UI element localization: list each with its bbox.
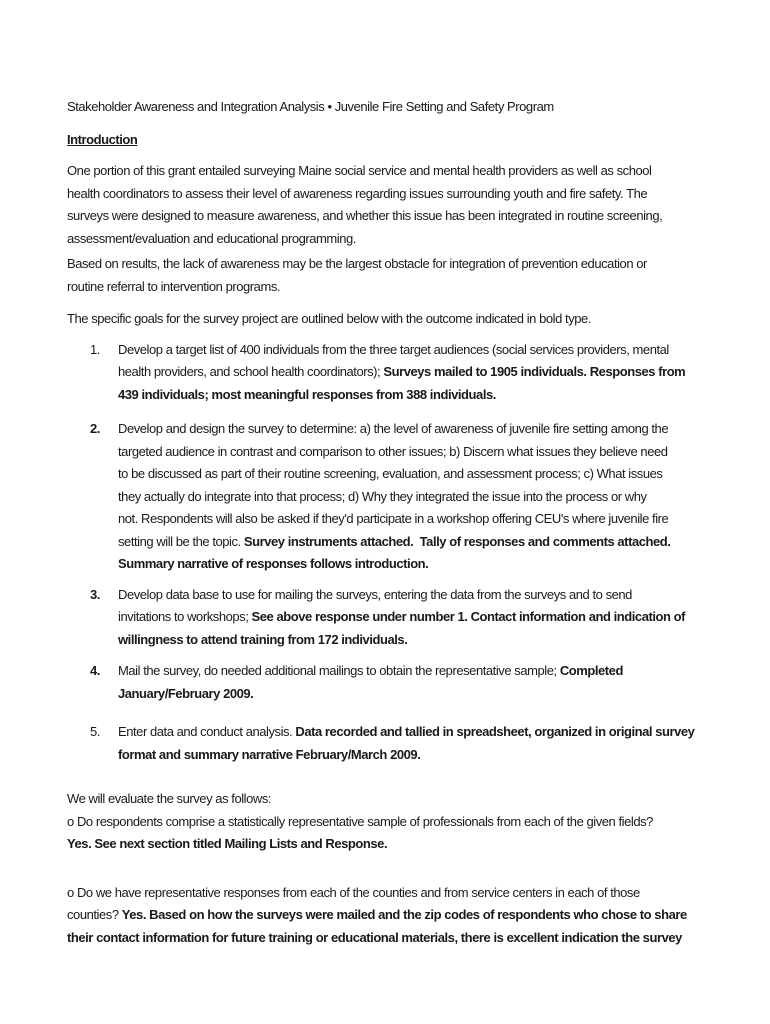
goals-list (67, 339, 752, 767)
goal-number-3: 3. (90, 586, 100, 602)
text-line (67, 228, 752, 251)
evaluation-question-2 (67, 882, 752, 950)
text-line (67, 788, 752, 811)
goal-item-4 (67, 660, 752, 705)
section-heading-introduction (67, 129, 752, 152)
text-line (118, 744, 752, 767)
text-run: One portion of this grant entailed surveying Maine social service and mental health providers as well as school (67, 163, 652, 178)
goal-number-1: 1. (90, 341, 100, 357)
text-line (118, 531, 752, 554)
bold-text-run: their contact information for future training or educational materials, there is excellent indication the survey (67, 929, 682, 945)
text-run: We will evaluate the survey as follows: (67, 791, 272, 806)
bold-text-run: Completed (559, 663, 623, 678)
bold-text-run: willingness to attend training from 172 individuals. (118, 631, 408, 647)
goal-number-4: 4. (90, 663, 100, 678)
text-line (67, 904, 752, 927)
goal-text-5 (118, 721, 752, 766)
text-line (118, 721, 752, 744)
text-line (67, 205, 752, 228)
text-run: Develop data base to use for mailing the surveys, entering the data from the surveys and to send (118, 586, 632, 602)
text-line (118, 384, 752, 407)
text-line (118, 486, 752, 509)
text-run: they actually do integrate into that process; d) Why they integrated the issue into the process or why (118, 488, 647, 504)
bold-text-run: See above response under number 1. Contact information and indication of (251, 609, 686, 624)
text-line (67, 927, 752, 950)
title-text: Stakeholder Awareness and Integration Analysis • Juvenile Fire Setting and Safety Program (67, 99, 554, 114)
text-line (118, 361, 752, 384)
intro-paragraph-1 (67, 160, 752, 250)
bold-text-run: Data recorded and tallied in spreadsheet, organized in original survey (295, 724, 695, 739)
bold-text-run: Yes. See next section titled Mailing Lists and Response. (67, 836, 388, 851)
text-run: Enter data and conduct analysis. (118, 724, 296, 739)
text-run: assessment/evaluation and educational programming. (67, 230, 356, 246)
text-line (118, 441, 752, 464)
text-run: setting will be the topic. (118, 533, 244, 549)
text-line (118, 508, 752, 531)
text-line (67, 308, 752, 331)
bold-text-run: Yes. Based on how the surveys were mailed and the zip codes of respondents who chose to share (121, 907, 687, 922)
evaluation-question-1 (67, 788, 752, 856)
text-run: routine referral to intervention programs. (67, 278, 281, 294)
evaluation-section (67, 788, 752, 949)
text-run: not. Respondents will also be asked if they'd participate in a workshop offering CEU's where juvenile fire (118, 511, 669, 526)
text-run: Mail the survey, do needed additional mailings to obtain the representative sample; (118, 663, 560, 678)
bold-text-run: 439 individuals; most meaningful responses from 388 individuals. (118, 386, 496, 402)
text-line (118, 683, 752, 706)
bold-text-run: Surveys mailed to 1905 individuals. Responses from (383, 364, 686, 379)
goal-item-5 (67, 721, 752, 766)
text-run: counties? (67, 907, 122, 922)
text-run: surveys were designed to measure awareness, and whether this issue has been integrated in routine screening, (67, 208, 663, 223)
text-run: targeted audience in contrast and comparison to other issues; b) Discern what issues they believe need (118, 443, 668, 459)
text-line (67, 160, 752, 183)
goal-item-1 (67, 339, 752, 407)
text-line (118, 584, 752, 607)
goal-item-3 (67, 584, 752, 652)
text-run: to be discussed as part of their routine screening, evaluation, and assessment process; c) What issues (118, 466, 663, 481)
goal-text-1 (118, 339, 752, 407)
text-line (118, 629, 752, 652)
bold-text-run: Summary narrative of responses follows introduction. (118, 556, 429, 571)
text-run: Develop a target list of 400 individuals from the three target audiences (social services providers, mental (118, 341, 669, 357)
text-line (67, 253, 752, 276)
text-line (67, 882, 752, 905)
bold-text-run: January/February 2009. (118, 685, 254, 701)
text-line (118, 660, 752, 683)
intro-paragraph-2 (67, 253, 752, 298)
goal-text-4 (118, 660, 752, 705)
goal-number-2: 2. (90, 421, 100, 436)
text-run: health providers, and school health coordinators); (118, 364, 384, 379)
text-line (67, 811, 752, 834)
text-line (118, 606, 752, 629)
goal-text-2 (118, 418, 752, 576)
goal-item-2 (67, 418, 752, 576)
text-run: The specific goals for the survey project are outlined below with the outcome indicated in bold type. (67, 311, 591, 326)
text-line (118, 553, 752, 576)
document-title (67, 96, 752, 119)
text-line (67, 183, 752, 206)
goal-text-3 (118, 584, 752, 652)
text-run: o Do respondents comprise a statistically representative sample of professionals from each of the given fields? (67, 813, 653, 829)
text-run: health coordinators to assess their level of awareness regarding issues surrounding youth and fire safety. The (67, 185, 648, 201)
text-line (118, 339, 752, 362)
text-line (118, 418, 752, 441)
text-run: Based on results, the lack of awareness may be the largest obstacle for integration of prevention education or (67, 256, 647, 271)
text-run: o Do we have representative responses from each of the counties and from service centers in each of those (67, 884, 640, 900)
goal-number-5: 5. (90, 724, 100, 739)
text-line (67, 833, 752, 856)
section-heading-text: Introduction (67, 131, 138, 147)
bold-text-run: format and summary narrative February/March 2009. (118, 746, 421, 762)
text-line (118, 463, 752, 486)
intro-paragraph-3 (67, 308, 752, 331)
text-line (67, 276, 752, 299)
text-run: invitations to workshops; (118, 609, 252, 624)
text-run: Develop and design the survey to determine: a) the level of awareness of juvenile fire setting among the (118, 421, 669, 436)
bold-text-run: Survey instruments attached. Tally of responses and comments attached. (243, 533, 671, 549)
